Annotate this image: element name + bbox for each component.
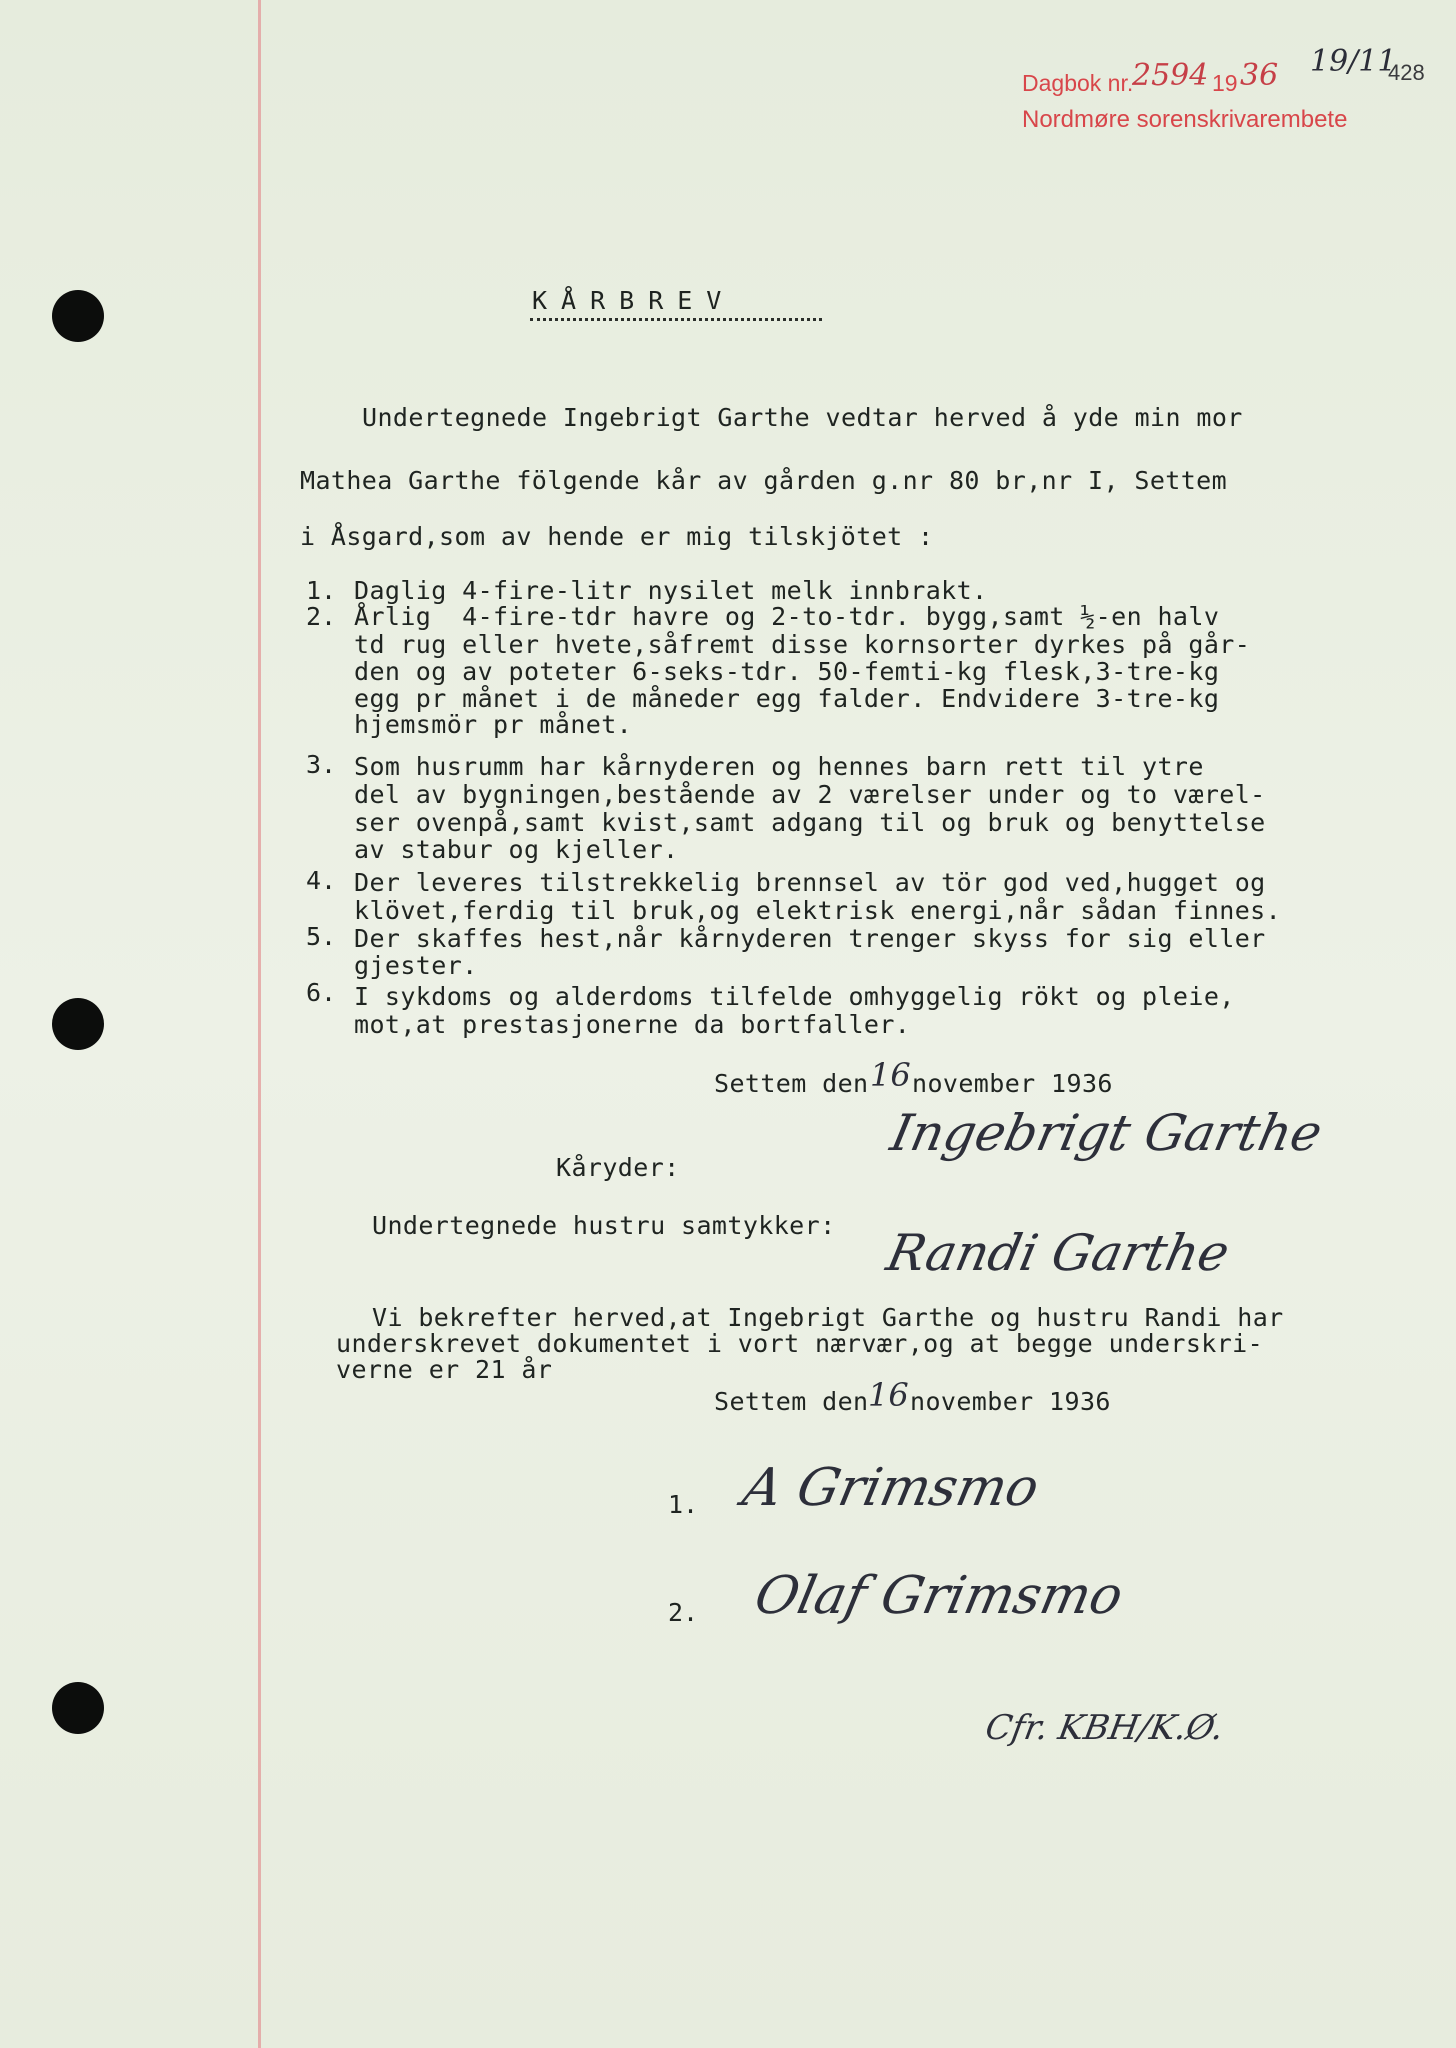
witness-number: 2. (668, 1598, 699, 1627)
margin-rule (258, 0, 261, 2048)
item-number: 5. (306, 922, 337, 951)
office-name: Nordmøre sorenskrivarembete (1022, 106, 1348, 133)
title-underline (530, 318, 822, 321)
witness-line: underskrevet dokumentet i vort nærvær,og at begge underskri- (336, 1329, 1264, 1358)
item-line: Der leveres tilstrekkelig brennsel av tör god ved,hugget og (354, 868, 1266, 897)
karyder-label: Kåryder: (556, 1153, 680, 1182)
item-number: 4. (306, 866, 337, 895)
signature-ingebrigt: Ingebrigt Garthe (885, 1104, 1328, 1162)
item-line: Årlig 4-fire-tdr havre og 2-to-tdr. bygg,samt ½-en halv (354, 602, 1220, 631)
intro-line: i Åsgard,som av hende er mig tilskjötet : (300, 522, 934, 551)
item-line: td rug eller hvete,såfremt disse kornsorter dyrkes på går- (354, 630, 1251, 659)
page-number: 428 (1388, 60, 1425, 85)
item-number: 1. (306, 576, 337, 605)
place-date-day: 16 (868, 1376, 909, 1414)
witness-line: Vi bekrefter herved,at Ingebrigt Garthe og hustru Randi har (372, 1303, 1284, 1332)
item-line: Der skaffes hest,når kårnyderen trenger skyss for sig eller (354, 924, 1266, 953)
witness-number: 1. (668, 1490, 699, 1519)
item-line: Daglig 4-fire-litr nysilet melk innbrakt. (354, 576, 988, 605)
place-date-suffix: november 1936 (910, 1387, 1111, 1416)
item-line: klövet,ferdig til bruk,og elektrisk energi,når sådan finnes. (354, 896, 1282, 925)
dagbok-number: 2594 (1132, 58, 1209, 93)
place-date-day: 16 (870, 1056, 911, 1094)
year-prefix: 19 (1212, 70, 1238, 96)
consent-label: Undertegnede hustru samtykker: (372, 1211, 836, 1240)
intro-line: Mathea Garthe fölgende kår av gården g.nr 80 br,nr I, Settem (300, 466, 1228, 495)
item-line: I sykdoms og alderdoms tilfelde omhyggelig rökt og pleie, (354, 982, 1235, 1011)
signature-witness-1: A Grimsmo (737, 1458, 1045, 1518)
item-line: gjester. (354, 951, 478, 980)
item-line: mot,at prestasjonerne da bortfaller. (354, 1010, 911, 1039)
item-line: hjemsmör pr månet. (354, 710, 633, 739)
year-suffix: 36 (1240, 58, 1279, 93)
item-line: del av bygningen,bestående av 2 værelser under og to værel- (354, 780, 1266, 809)
item-line: av stabur og kjeller. (354, 835, 679, 864)
place-date-suffix: november 1936 (912, 1069, 1113, 1098)
signature-randi: Randi Garthe (881, 1224, 1235, 1282)
place-date-prefix: Settem den (714, 1387, 869, 1416)
item-line: Som husrumm har kårnyderen og hennes barn rett til ytre (354, 752, 1204, 781)
item-number: 3. (306, 750, 337, 779)
place-date-prefix: Settem den (714, 1069, 869, 1098)
item-line: den og av poteter 6-seks-tdr. 50-femti-kg flesk,3-tre-kg (354, 657, 1220, 686)
annotation-note: Cfr. KBH/K.Ø. (982, 1708, 1227, 1748)
stamp-date: 19/11 (1310, 44, 1397, 79)
document-title: KÅRBREV (532, 286, 736, 315)
punch-hole-bottom (52, 1682, 104, 1734)
signature-witness-2: Olaf Grimsmo (749, 1566, 1129, 1626)
punch-hole-middle (52, 998, 104, 1050)
witness-line: verne er 21 år (336, 1355, 553, 1384)
item-number: 6. (306, 978, 337, 1007)
item-line: ser ovenpå,samt kvist,samt adgang til og bruk og benyttelse (354, 808, 1266, 837)
punch-hole-top (52, 290, 104, 342)
item-line: egg pr månet i de måneder egg falder. Endvidere 3-tre-kg (354, 684, 1220, 713)
item-number: 2. (306, 602, 337, 631)
intro-line: Undertegnede Ingebrigt Garthe vedtar herved å yde min mor (362, 403, 1243, 432)
dagbok-label: Dagbok nr. (1022, 70, 1134, 96)
